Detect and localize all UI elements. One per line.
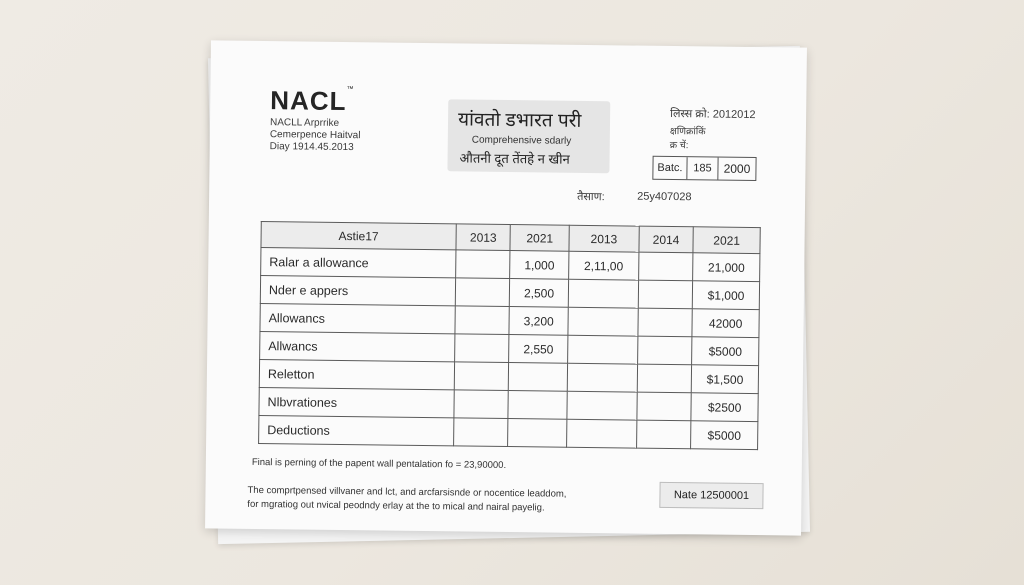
table-cell	[508, 391, 567, 420]
table-cell	[636, 420, 691, 449]
final-note: Final is perning of the papent wall pentalation fo = 23,90000.	[251, 456, 507, 472]
header-right-line-3: क्र चें:	[669, 139, 689, 152]
table-cell	[455, 306, 510, 335]
row-label: Allowancs	[260, 303, 455, 333]
table-cell	[637, 336, 692, 365]
header-right-line-2: क्षणिक्रांकिं	[669, 125, 706, 138]
table-cell	[455, 278, 510, 307]
column-header: 2021	[693, 227, 760, 254]
row-label: Nlbvrationes	[259, 387, 454, 417]
title-hindi-sub: औतनी दूत तेंतहे न खीन	[459, 150, 570, 167]
company-line-3: Diay 1914.45.2013	[269, 141, 354, 154]
title-hindi: यांवतो डभारत परी	[457, 109, 582, 132]
column-header: Astie17	[261, 222, 456, 250]
column-header: 2013	[456, 224, 511, 251]
table-cell	[455, 334, 510, 363]
table-cell	[566, 419, 636, 448]
row-label: Nder e appers	[260, 276, 455, 306]
table-cell	[454, 390, 509, 419]
table-cell: $5000	[692, 337, 759, 366]
row-label: Deductions	[259, 415, 454, 445]
company-line-1: NACLL Arprrike	[269, 117, 340, 129]
column-header: 2014	[639, 226, 694, 253]
reference-label: तैसाण:	[577, 190, 605, 204]
table-cell: 42000	[692, 309, 759, 338]
title-english: Comprehensive sdarly	[471, 134, 572, 147]
table-cell: 2,500	[510, 279, 569, 308]
payslip-document	[205, 40, 807, 535]
batch-label: Batc.	[653, 157, 687, 179]
salary-table	[258, 221, 761, 450]
company-logo: NACL™	[270, 85, 355, 117]
document-title-box	[447, 99, 610, 173]
table-cell: $1,000	[692, 281, 759, 310]
table-cell	[567, 363, 637, 392]
company-line-2: Cemerpence Haitval	[269, 129, 361, 142]
table-cell: 2,550	[509, 335, 568, 364]
batch-box	[652, 156, 756, 181]
table-cell	[638, 252, 693, 281]
table-cell	[454, 418, 509, 447]
table-row	[259, 415, 758, 449]
table-cell	[509, 363, 568, 392]
table-cell	[637, 392, 692, 421]
table-cell: 1,000	[510, 251, 569, 280]
table-cell	[567, 391, 637, 420]
footer-line-1: The comprtpensed villvaner and lct, and arcfarsisnde or nocentice leaddom,	[247, 484, 567, 500]
net-pay-box: Nate 12500001	[659, 482, 763, 509]
table-cell: $1,500	[691, 365, 758, 394]
header-right-line-1: लिस्स क्रो: 2012012	[670, 107, 756, 122]
table-cell	[567, 335, 637, 364]
table-cell	[456, 250, 511, 279]
table-cell: $2500	[691, 393, 758, 422]
table-cell	[568, 307, 638, 336]
reference-value: 25y407028	[637, 190, 692, 204]
table-cell	[508, 419, 567, 448]
table-cell: 21,000	[693, 253, 760, 282]
batch-year: 2000	[723, 161, 751, 176]
table-cell	[638, 280, 693, 309]
row-label: Reletton	[259, 359, 454, 389]
row-label: Allwancs	[260, 331, 455, 361]
table-cell: 2,11,00	[569, 251, 639, 280]
footer-line-2: for mgratiog out nvical peodndy erlay at the to mical and nairal payelig.	[247, 498, 545, 514]
column-header: 2013	[569, 225, 639, 252]
table-cell	[637, 364, 692, 393]
table-cell: $5000	[691, 421, 758, 450]
table-cell	[568, 279, 638, 308]
batch-code: 185	[687, 157, 718, 179]
row-label: Ralar a allowance	[261, 248, 456, 278]
column-header: 2021	[510, 225, 569, 252]
table-cell	[454, 362, 509, 391]
table-cell: 3,200	[509, 307, 568, 336]
table-cell	[638, 308, 693, 337]
